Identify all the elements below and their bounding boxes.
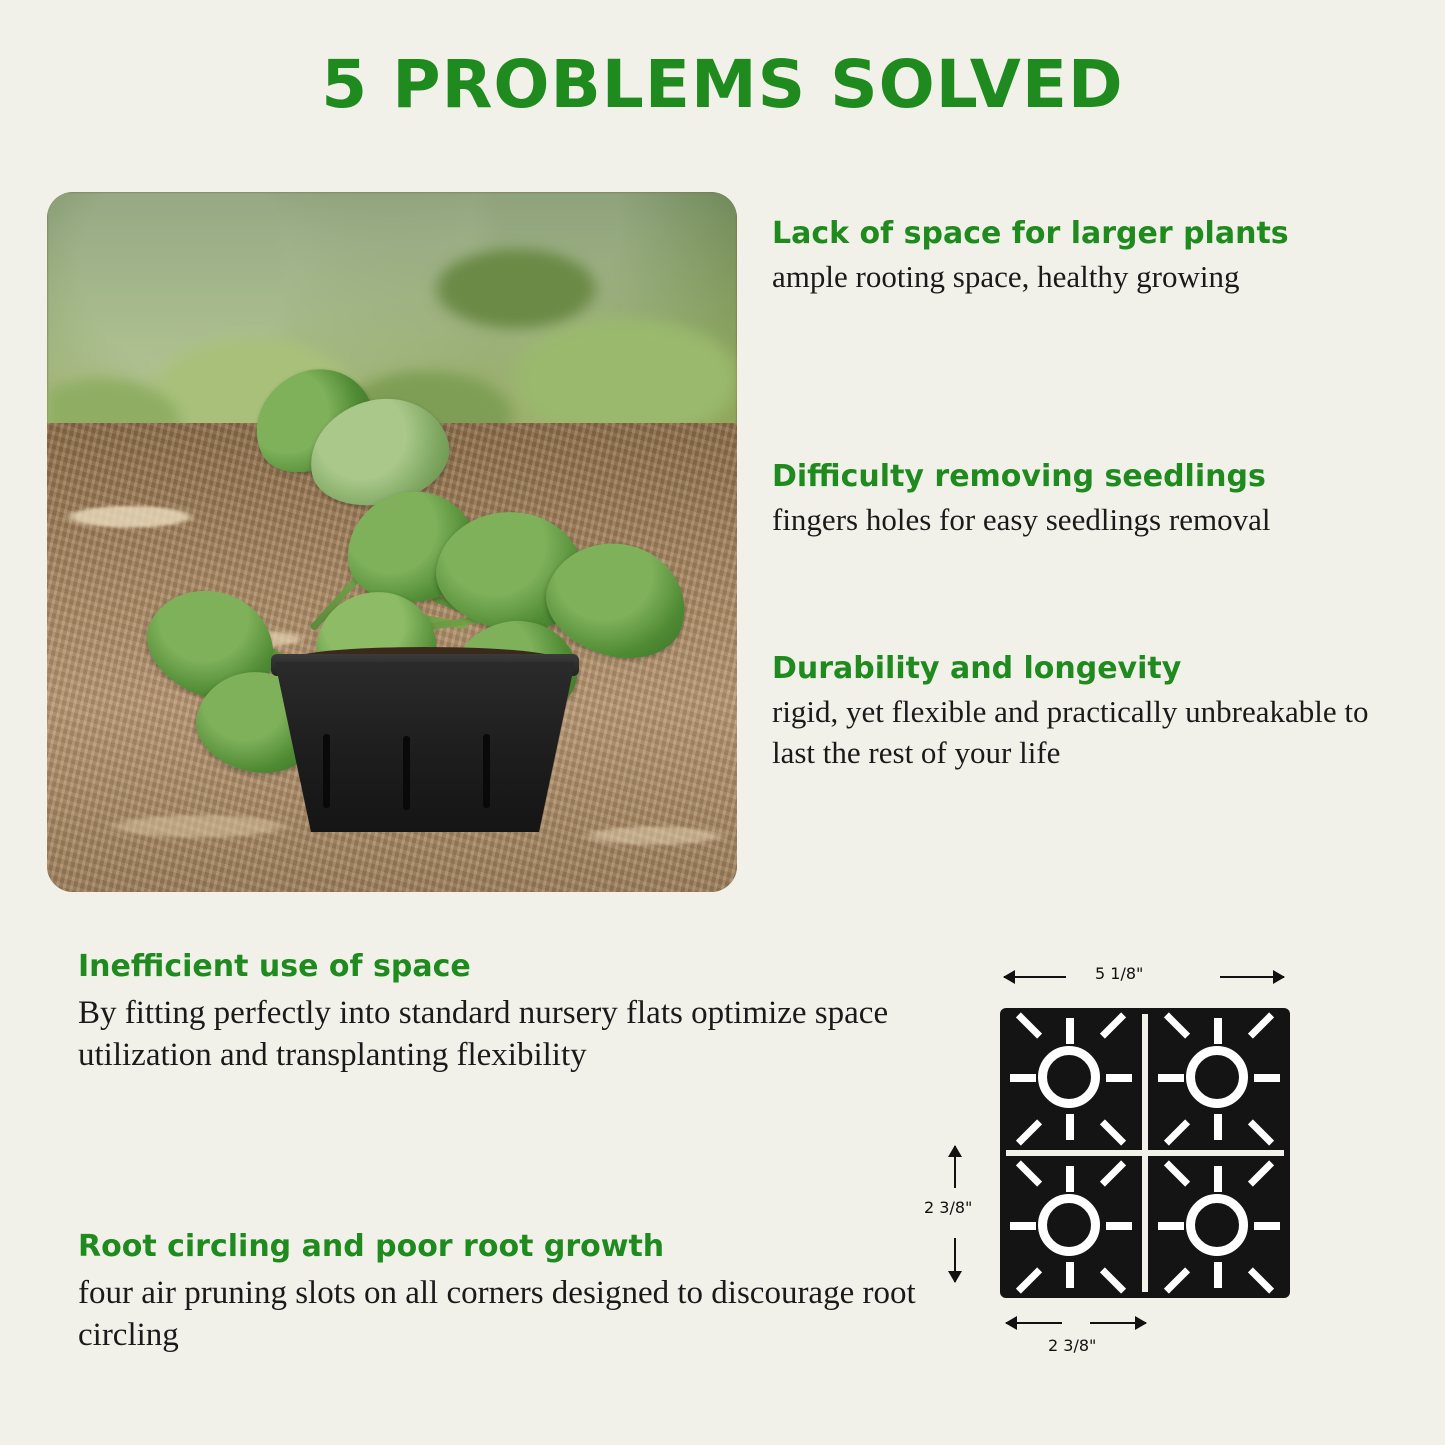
width-arrow-right xyxy=(1220,976,1284,978)
height-arrow-top xyxy=(954,1146,956,1188)
height-dimension-label: 2 3/8" xyxy=(924,1198,973,1217)
tray-cell xyxy=(1156,1016,1282,1142)
problem-body: rigid, yet flexible and practically unbreakable to last the rest of your life xyxy=(772,694,1369,770)
pot-body xyxy=(275,662,575,832)
pot-air-slot xyxy=(483,734,490,808)
problem-block-difficulty-removing-seedlings xyxy=(772,458,1372,541)
problem-block-durability-and-longevity xyxy=(772,650,1372,773)
problem-title: Inefficient use of space xyxy=(78,949,471,984)
pot-dimensions-diagram xyxy=(924,950,1330,1370)
problem-title: Difficulty removing seedlings xyxy=(772,459,1266,494)
width-dimension-label: 5 1/8" xyxy=(1095,964,1144,983)
problem-block-root-circling xyxy=(78,1228,918,1356)
tray-cell xyxy=(1008,1016,1134,1142)
tray-divider-horizontal xyxy=(1006,1150,1284,1156)
finger-hole-ring xyxy=(1038,1194,1100,1256)
product-photo xyxy=(47,192,737,892)
height-arrow-bottom xyxy=(954,1238,956,1282)
width-arrow-left xyxy=(1004,976,1066,978)
depth-dimension-label: 2 3/8" xyxy=(1048,1336,1097,1355)
finger-hole-ring xyxy=(1186,1194,1248,1256)
problem-title: Durability and longevity xyxy=(772,651,1182,686)
problem-title: Root circling and poor root growth xyxy=(78,1229,665,1264)
finger-hole-ring xyxy=(1186,1046,1248,1108)
page-title: 5 PROBLEMS SOLVED xyxy=(321,46,1124,123)
depth-arrow-right xyxy=(1090,1322,1146,1324)
tray-top-view xyxy=(1000,1008,1290,1298)
problem-title: Lack of space for larger plants xyxy=(772,216,1289,251)
finger-hole-ring xyxy=(1038,1046,1100,1108)
pot-air-slot xyxy=(323,734,330,808)
problem-body: four air pruning slots on all corners designed to discourage root circling xyxy=(78,1274,916,1353)
problem-body: ample rooting space, healthy growing xyxy=(772,259,1240,295)
tray-cell xyxy=(1008,1164,1134,1290)
depth-arrow-left xyxy=(1006,1322,1062,1324)
problem-body: fingers holes for easy seedlings removal xyxy=(772,502,1271,538)
pot-air-slot xyxy=(403,736,410,810)
tray-cell xyxy=(1156,1164,1282,1290)
problem-block-inefficient-use-of-space xyxy=(78,948,918,1076)
problem-body: By fitting perfectly into standard nursery flats optimize space utilization and transplanting flexibility xyxy=(78,994,889,1073)
problem-block-space-for-larger-plants xyxy=(772,215,1372,298)
